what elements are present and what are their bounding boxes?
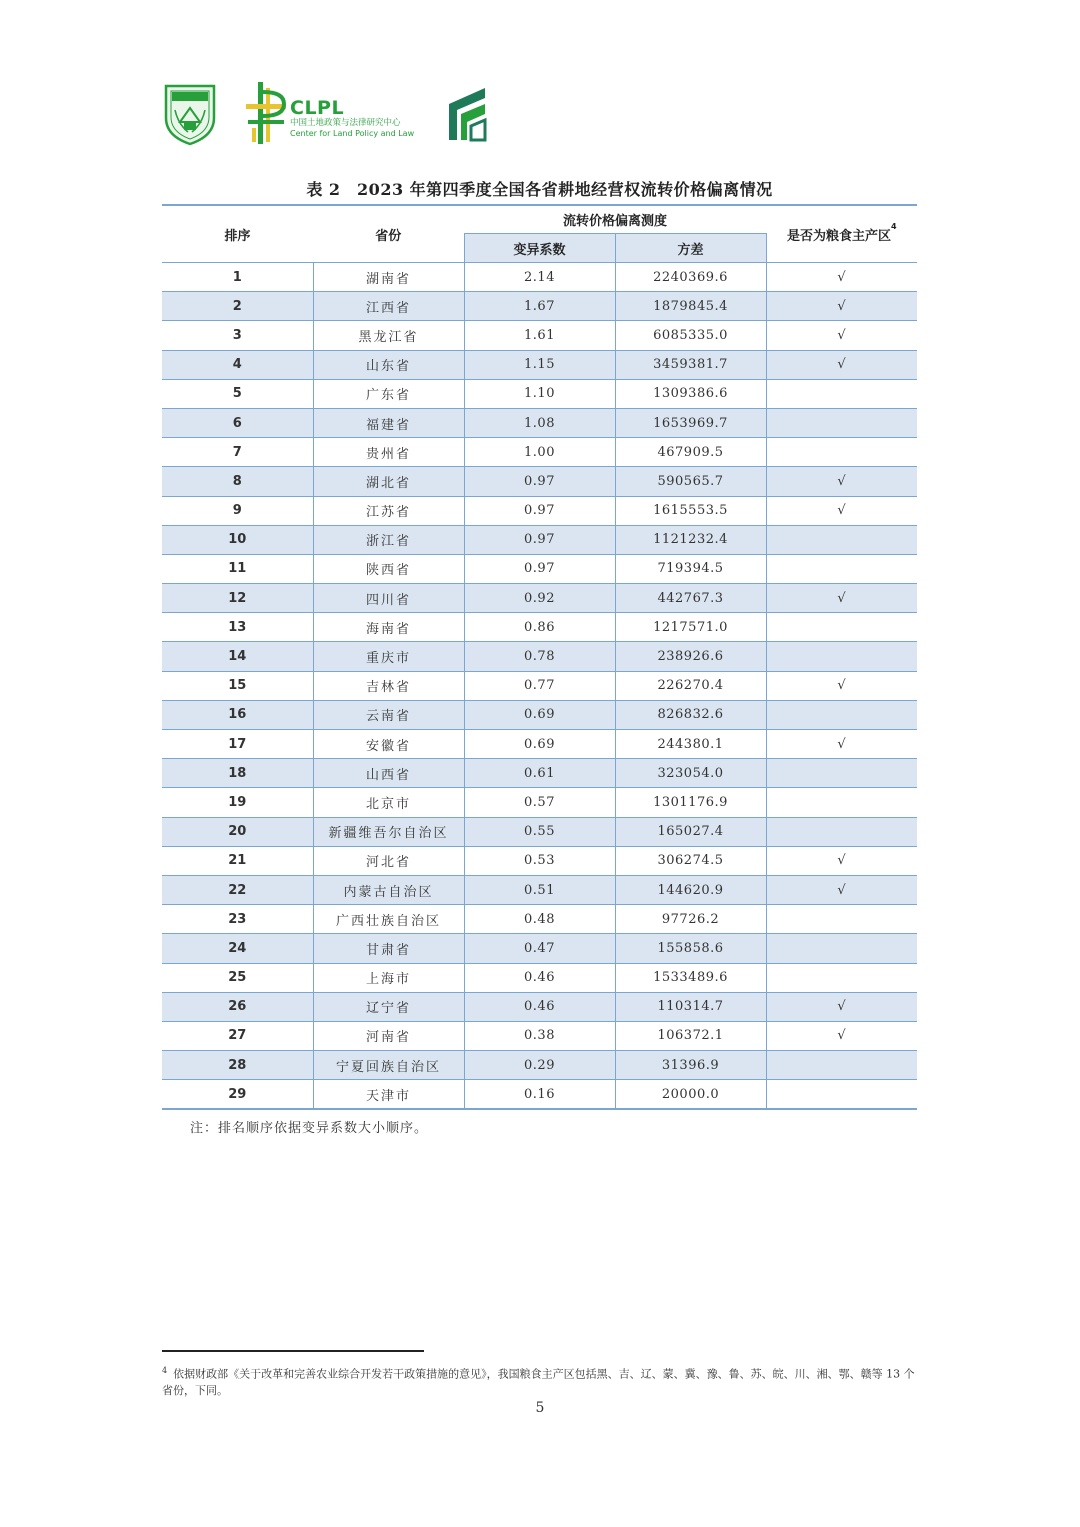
table-row: [162, 963, 917, 992]
grain-area-cell: [766, 817, 917, 846]
variance-cell: 719394.5: [615, 554, 766, 583]
header-grain-area: 是否为粮食主产区$^4$: [766, 205, 917, 263]
table-row: [162, 525, 917, 554]
grain-area-cell: √: [766, 350, 917, 379]
table-row: [162, 263, 917, 292]
rank-cell: 29: [162, 1080, 313, 1110]
grain-area-cell: [766, 934, 917, 963]
table-row: [162, 292, 917, 321]
rank-cell: 24: [162, 934, 313, 963]
cv-cell: 0.53: [464, 846, 615, 875]
grain-area-cell: √: [766, 846, 917, 875]
cv-cell: 0.55: [464, 817, 615, 846]
variance-cell: 1301176.9: [615, 788, 766, 817]
cv-cell: 0.92: [464, 584, 615, 613]
cv-cell: 0.86: [464, 613, 615, 642]
cv-cell: 1.61: [464, 321, 615, 350]
grain-area-cell: [766, 788, 917, 817]
table-row: [162, 408, 917, 437]
variance-cell: 1309386.6: [615, 379, 766, 408]
province-cell: 河北省: [313, 846, 464, 875]
rank-cell: 26: [162, 992, 313, 1021]
rank-cell: 11: [162, 554, 313, 583]
grain-area-cell: √: [766, 292, 917, 321]
table-row: [162, 554, 917, 583]
province-cell: 辽宁省: [313, 992, 464, 1021]
variance-cell: 20000.0: [615, 1080, 766, 1110]
variance-cell: 2240369.6: [615, 263, 766, 292]
table-row: [162, 1051, 917, 1080]
province-cell: 山东省: [313, 350, 464, 379]
table-row: [162, 379, 917, 408]
grain-area-cell: [766, 554, 917, 583]
rank-cell: 9: [162, 496, 313, 525]
variance-cell: 3459381.7: [615, 350, 766, 379]
footnote: [162, 1363, 917, 1399]
province-cell: 福建省: [313, 408, 464, 437]
cv-cell: 0.97: [464, 525, 615, 554]
table-row: [162, 875, 917, 904]
table-row: [162, 788, 917, 817]
province-cell: 安徽省: [313, 730, 464, 759]
rank-cell: 25: [162, 963, 313, 992]
variance-cell: 467909.5: [615, 438, 766, 467]
table-row: [162, 613, 917, 642]
variance-cell: 110314.7: [615, 992, 766, 1021]
rank-cell: 21: [162, 846, 313, 875]
rank-cell: 17: [162, 730, 313, 759]
grain-area-cell: [766, 525, 917, 554]
table-note: 注：排名顺序依据变异系数大小顺序。: [190, 1121, 429, 1136]
rank-cell: 10: [162, 525, 313, 554]
province-cell: 湖南省: [313, 263, 464, 292]
table-row: [162, 671, 917, 700]
table-row: [162, 642, 917, 671]
variance-cell: 144620.9: [615, 875, 766, 904]
variance-cell: 155858.6: [615, 934, 766, 963]
cv-cell: 0.97: [464, 496, 615, 525]
cv-cell: 0.69: [464, 730, 615, 759]
province-cell: 江西省: [313, 292, 464, 321]
variance-cell: 244380.1: [615, 730, 766, 759]
province-cell: 云南省: [313, 700, 464, 729]
table-row: [162, 438, 917, 467]
province-cell: 新疆维吾尔自治区: [313, 817, 464, 846]
cv-cell: 1.15: [464, 350, 615, 379]
province-cell: 江苏省: [313, 496, 464, 525]
grain-area-cell: √: [766, 875, 917, 904]
rank-cell: 14: [162, 642, 313, 671]
rank-cell: 5: [162, 379, 313, 408]
partner-logo-icon: [445, 84, 491, 142]
grain-area-cell: √: [766, 584, 917, 613]
cv-cell: 0.47: [464, 934, 615, 963]
footnote-mark: 4: [162, 1366, 168, 1375]
grain-area-cell: [766, 905, 917, 934]
rank-cell: 28: [162, 1051, 313, 1080]
province-cell: 广东省: [313, 379, 464, 408]
cv-cell: 2.14: [464, 263, 615, 292]
variance-cell: 226270.4: [615, 671, 766, 700]
grain-area-cell: √: [766, 496, 917, 525]
rank-cell: 1: [162, 263, 313, 292]
page-number: 5: [535, 1400, 545, 1416]
grain-area-cell: [766, 1051, 917, 1080]
table-row: [162, 730, 917, 759]
grain-area-cell: [766, 379, 917, 408]
variance-cell: 1533489.6: [615, 963, 766, 992]
province-cell: 陕西省: [313, 554, 464, 583]
grain-area-cell: [766, 438, 917, 467]
rank-cell: 27: [162, 1021, 313, 1050]
variance-cell: 238926.6: [615, 642, 766, 671]
cv-cell: 1.10: [464, 379, 615, 408]
rank-cell: 23: [162, 905, 313, 934]
grain-area-cell: [766, 642, 917, 671]
grain-area-cell: [766, 759, 917, 788]
cv-cell: 0.61: [464, 759, 615, 788]
clpl-chinese-name: 中国土地政策与法律研究中心: [290, 118, 401, 128]
rank-cell: 22: [162, 875, 313, 904]
cv-cell: 1.67: [464, 292, 615, 321]
province-cell: 上海市: [313, 963, 464, 992]
variance-cell: 97726.2: [615, 905, 766, 934]
province-cell: 吉林省: [313, 671, 464, 700]
cv-cell: 0.46: [464, 963, 615, 992]
rank-cell: 6: [162, 408, 313, 437]
table-row: [162, 1080, 917, 1110]
grain-area-cell: √: [766, 992, 917, 1021]
variance-cell: 1879845.4: [615, 292, 766, 321]
table-row: [162, 817, 917, 846]
grain-area-cell: √: [766, 730, 917, 759]
table-row: [162, 1021, 917, 1050]
variance-cell: 31396.9: [615, 1051, 766, 1080]
province-cell: 宁夏回族自治区: [313, 1051, 464, 1080]
table-row: [162, 905, 917, 934]
cv-cell: 0.78: [464, 642, 615, 671]
header-variance: 方差: [615, 234, 766, 263]
variance-cell: 1121232.4: [615, 525, 766, 554]
grain-area-cell: √: [766, 467, 917, 496]
table-body: [162, 263, 917, 1110]
grain-area-cell: [766, 408, 917, 437]
grain-area-cell: [766, 963, 917, 992]
cv-cell: 0.97: [464, 554, 615, 583]
cv-cell: 1.00: [464, 438, 615, 467]
footnote-divider: [162, 1350, 424, 1352]
province-cell: 山西省: [313, 759, 464, 788]
grain-area-cell: [766, 1080, 917, 1110]
table-row: [162, 496, 917, 525]
header-price-deviation: 流转价格偏离测度: [464, 205, 766, 234]
cv-cell: 0.77: [464, 671, 615, 700]
data-table: [162, 204, 917, 1110]
rank-cell: 8: [162, 467, 313, 496]
header-province: 省份: [313, 205, 464, 263]
rank-cell: 20: [162, 817, 313, 846]
grain-area-cell: [766, 700, 917, 729]
grain-area-cell: √: [766, 263, 917, 292]
grain-area-cell: √: [766, 1021, 917, 1050]
header-rank: 排序: [162, 205, 313, 263]
grain-area-cell: √: [766, 321, 917, 350]
province-cell: 海南省: [313, 613, 464, 642]
rank-cell: 19: [162, 788, 313, 817]
clpl-mark-icon: [244, 80, 288, 146]
table-row: [162, 759, 917, 788]
clpl-logo: [244, 80, 424, 146]
variance-cell: 323054.0: [615, 759, 766, 788]
province-cell: 贵州省: [313, 438, 464, 467]
cv-cell: 0.46: [464, 992, 615, 1021]
grain-area-cell: [766, 613, 917, 642]
table-row: [162, 934, 917, 963]
variance-cell: 442767.3: [615, 584, 766, 613]
province-cell: 甘肃省: [313, 934, 464, 963]
cv-cell: 0.38: [464, 1021, 615, 1050]
variance-cell: 1653969.7: [615, 408, 766, 437]
variance-cell: 165027.4: [615, 817, 766, 846]
cv-cell: 1.08: [464, 408, 615, 437]
rank-cell: 13: [162, 613, 313, 642]
province-cell: 浙江省: [313, 525, 464, 554]
rank-cell: 16: [162, 700, 313, 729]
province-cell: 黑龙江省: [313, 321, 464, 350]
variance-cell: 826832.6: [615, 700, 766, 729]
rank-cell: 3: [162, 321, 313, 350]
rank-cell: 7: [162, 438, 313, 467]
header-cv: 变异系数: [464, 234, 615, 263]
footnote-text: 依据财政部《关于改革和完善农业综合开发若干政策措施的意见》，我国粮食主产区包括黑、吉、辽、蒙、冀、豫、鲁、苏、皖、川、湘、鄂、赣等 13 个省份，下同。: [162, 1367, 915, 1397]
clpl-title: CLPL: [290, 97, 345, 119]
variance-cell: 6085335.0: [615, 321, 766, 350]
clpl-english-name: Center for Land Policy and Law: [290, 129, 415, 138]
cv-cell: 0.48: [464, 905, 615, 934]
province-cell: 天津市: [313, 1080, 464, 1110]
table-row: [162, 467, 917, 496]
cv-cell: 0.69: [464, 700, 615, 729]
variance-cell: 1615553.5: [615, 496, 766, 525]
cv-cell: 0.51: [464, 875, 615, 904]
rank-cell: 4: [162, 350, 313, 379]
province-cell: 内蒙古自治区: [313, 875, 464, 904]
province-cell: 重庆市: [313, 642, 464, 671]
variance-cell: 306274.5: [615, 846, 766, 875]
variance-cell: 106372.1: [615, 1021, 766, 1050]
table-row: [162, 350, 917, 379]
header-grain-footnote-mark: 4: [890, 221, 897, 231]
header-logos: [162, 80, 562, 150]
cv-cell: 0.29: [464, 1051, 615, 1080]
table-row: [162, 700, 917, 729]
table-row: [162, 846, 917, 875]
grain-area-cell: √: [766, 671, 917, 700]
province-cell: 四川省: [313, 584, 464, 613]
table-row: [162, 584, 917, 613]
cv-cell: 0.57: [464, 788, 615, 817]
rank-cell: 15: [162, 671, 313, 700]
table-row: [162, 992, 917, 1021]
table-row: [162, 321, 917, 350]
variance-cell: 590565.7: [615, 467, 766, 496]
province-cell: 河南省: [313, 1021, 464, 1050]
table-title: 表 2 2023 年第四季度全国各省耕地经营权流转价格偏离情况: [306, 180, 773, 199]
cv-cell: 0.97: [464, 467, 615, 496]
cv-cell: 0.16: [464, 1080, 615, 1110]
rank-cell: 12: [162, 584, 313, 613]
variance-cell: 1217571.0: [615, 613, 766, 642]
rank-cell: 18: [162, 759, 313, 788]
rank-cell: 2: [162, 292, 313, 321]
province-cell: 湖北省: [313, 467, 464, 496]
province-cell: 北京市: [313, 788, 464, 817]
province-cell: 广西壮族自治区: [313, 905, 464, 934]
cau-emblem-icon: [162, 82, 218, 146]
